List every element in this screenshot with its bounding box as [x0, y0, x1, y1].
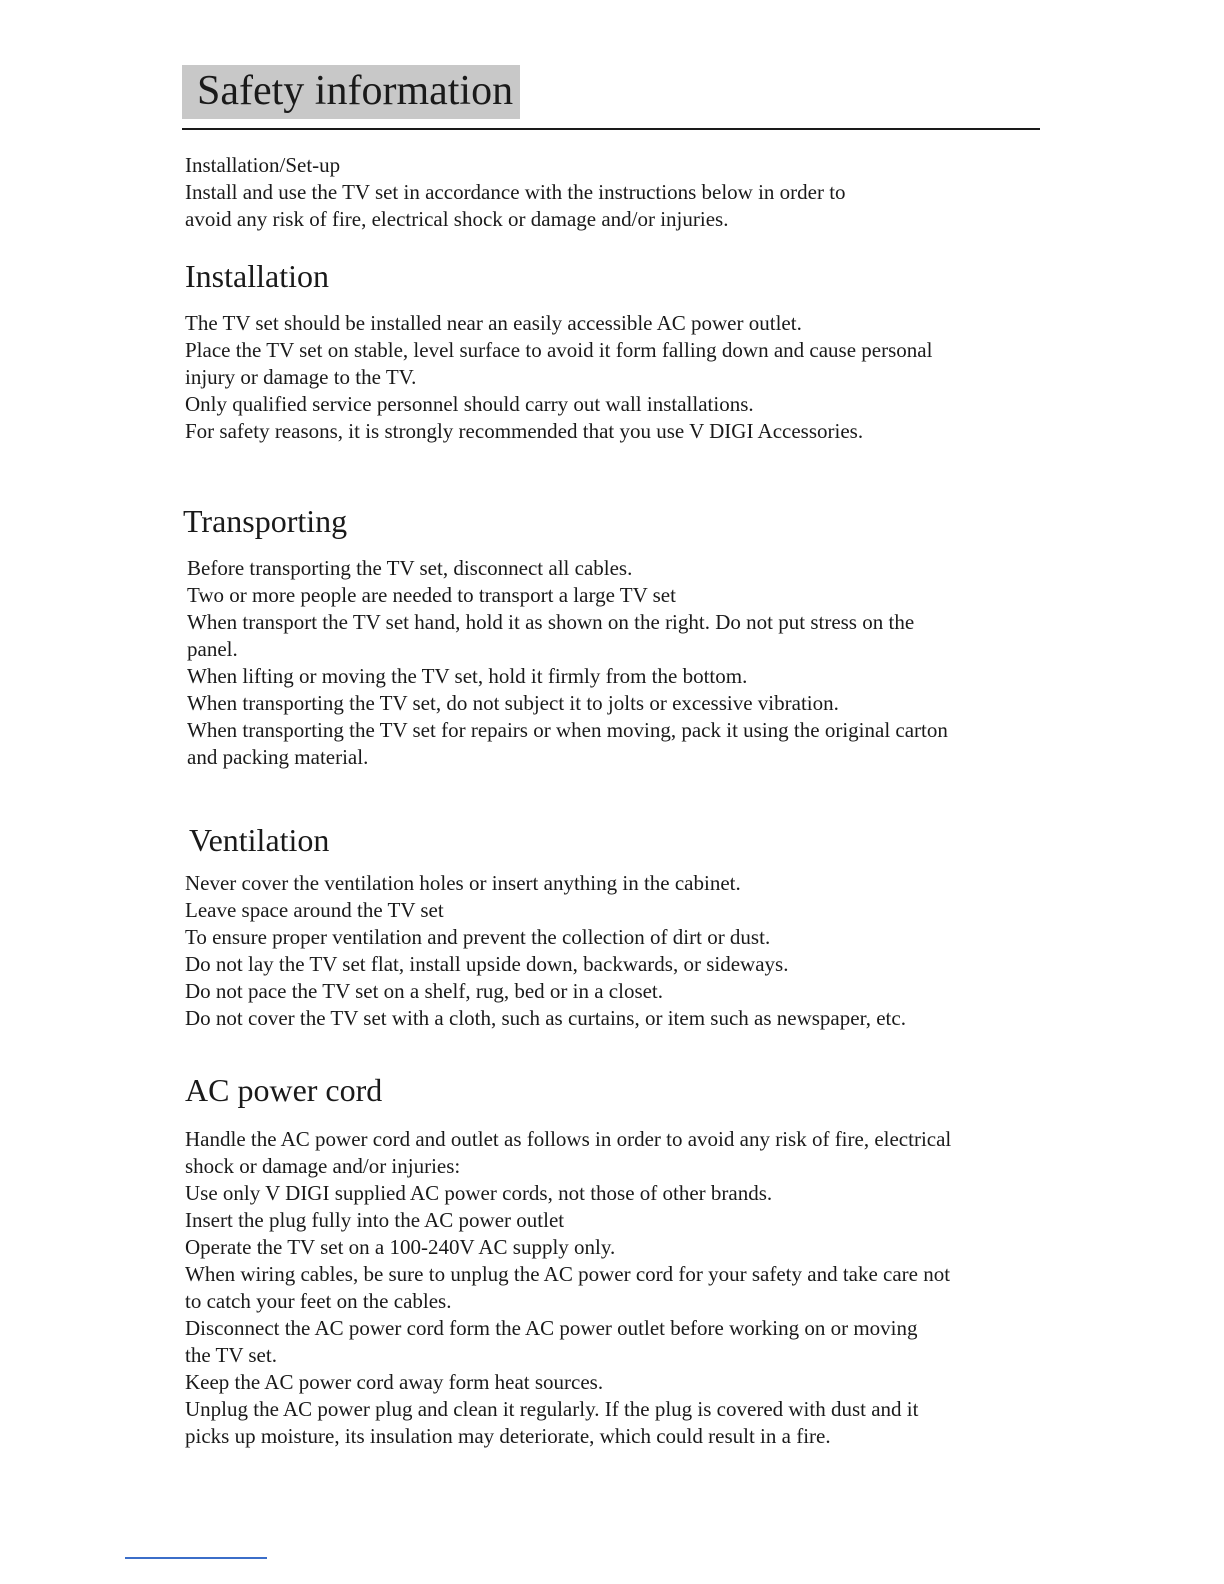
installation-heading: Installation — [185, 258, 329, 294]
ac-power-cord-line: Unplug the AC power plug and clean it regularly. If the plug is covered with dust and it — [185, 1397, 919, 1421]
installation-line: The TV set should be installed near an easily accessible AC power outlet. — [185, 311, 802, 335]
ac-power-cord-line: Keep the AC power cord away form heat sources. — [185, 1370, 604, 1394]
ac-power-cord-line: Operate the TV set on a 100-240V AC supply only. — [185, 1235, 616, 1259]
transporting-heading: Transporting — [183, 503, 348, 539]
ac-power-cord-text — [185, 1126, 951, 1450]
ventilation-line: Do not cover the TV set with a cloth, such as curtains, or item such as newspaper, etc. — [185, 1006, 906, 1030]
transporting-line: Two or more people are needed to transport a large TV set — [187, 583, 676, 607]
intro-line: Installation/Set-up — [185, 153, 341, 177]
installation-line: Only qualified service personnel should carry out wall installations. — [185, 392, 754, 416]
page-title: Safety information — [182, 65, 520, 119]
intro-line: avoid any risk of fire, electrical shock or damage and/or injuries. — [185, 207, 729, 231]
ventilation-heading: Ventilation — [189, 822, 330, 858]
ac-power-cord-line: When wiring cables, be sure to unplug the AC power cord for your safety and take care not — [185, 1262, 951, 1286]
ventilation-line: Do not lay the TV set flat, install upside down, backwards, or sideways. — [185, 952, 789, 976]
transporting-text — [187, 555, 948, 771]
transporting-line: When lifting or moving the TV set, hold it firmly from the bottom. — [187, 664, 748, 688]
ac-power-cord-heading: AC power cord — [185, 1072, 383, 1108]
intro-text — [185, 152, 846, 233]
ventilation-line: Leave space around the TV set — [185, 898, 444, 922]
installation-text — [185, 310, 932, 445]
ventilation-text — [185, 870, 906, 1032]
ac-power-cord-line: Disconnect the AC power cord form the AC power outlet before working on or moving — [185, 1316, 918, 1340]
ventilation-line: To ensure proper ventilation and prevent the collection of dirt or dust. — [185, 925, 771, 949]
ac-power-cord-line: Use only V DIGI supplied AC power cords, not those of other brands. — [185, 1181, 773, 1205]
footer-underline — [125, 1557, 267, 1559]
ac-power-cord-line: picks up moisture, its insulation may deteriorate, which could result in a fire. — [185, 1424, 831, 1448]
ventilation-line: Never cover the ventilation holes or insert anything in the cabinet. — [185, 871, 741, 895]
transporting-line: panel. — [187, 637, 238, 661]
transporting-line: Before transporting the TV set, disconnect all cables. — [187, 556, 633, 580]
installation-line: injury or damage to the TV. — [185, 365, 417, 389]
transporting-line: and packing material. — [187, 745, 369, 769]
ventilation-line: Do not pace the TV set on a shelf, rug, bed or in a closet. — [185, 979, 664, 1003]
ac-power-cord-line: shock or damage and/or injuries: — [185, 1154, 461, 1178]
installation-line: Place the TV set on stable, level surface to avoid it form falling down and cause personal — [185, 338, 933, 362]
title-divider — [182, 128, 1040, 130]
transporting-line: When transport the TV set hand, hold it as shown on the right. Do not put stress on the — [187, 610, 915, 634]
ac-power-cord-line: to catch your feet on the cables. — [185, 1289, 452, 1313]
transporting-line: When transporting the TV set for repairs or when moving, pack it using the original carton — [187, 718, 948, 742]
ac-power-cord-line: Insert the plug fully into the AC power outlet — [185, 1208, 565, 1232]
ac-power-cord-line: Handle the AC power cord and outlet as follows in order to avoid any risk of fire, electrical — [185, 1127, 952, 1151]
transporting-line: When transporting the TV set, do not subject it to jolts or excessive vibration. — [187, 691, 839, 715]
ac-power-cord-line: the TV set. — [185, 1343, 277, 1367]
intro-line: Install and use the TV set in accordance with the instructions below in order to — [185, 180, 846, 204]
installation-line: For safety reasons, it is strongly recommended that you use V DIGI Accessories. — [185, 419, 864, 443]
